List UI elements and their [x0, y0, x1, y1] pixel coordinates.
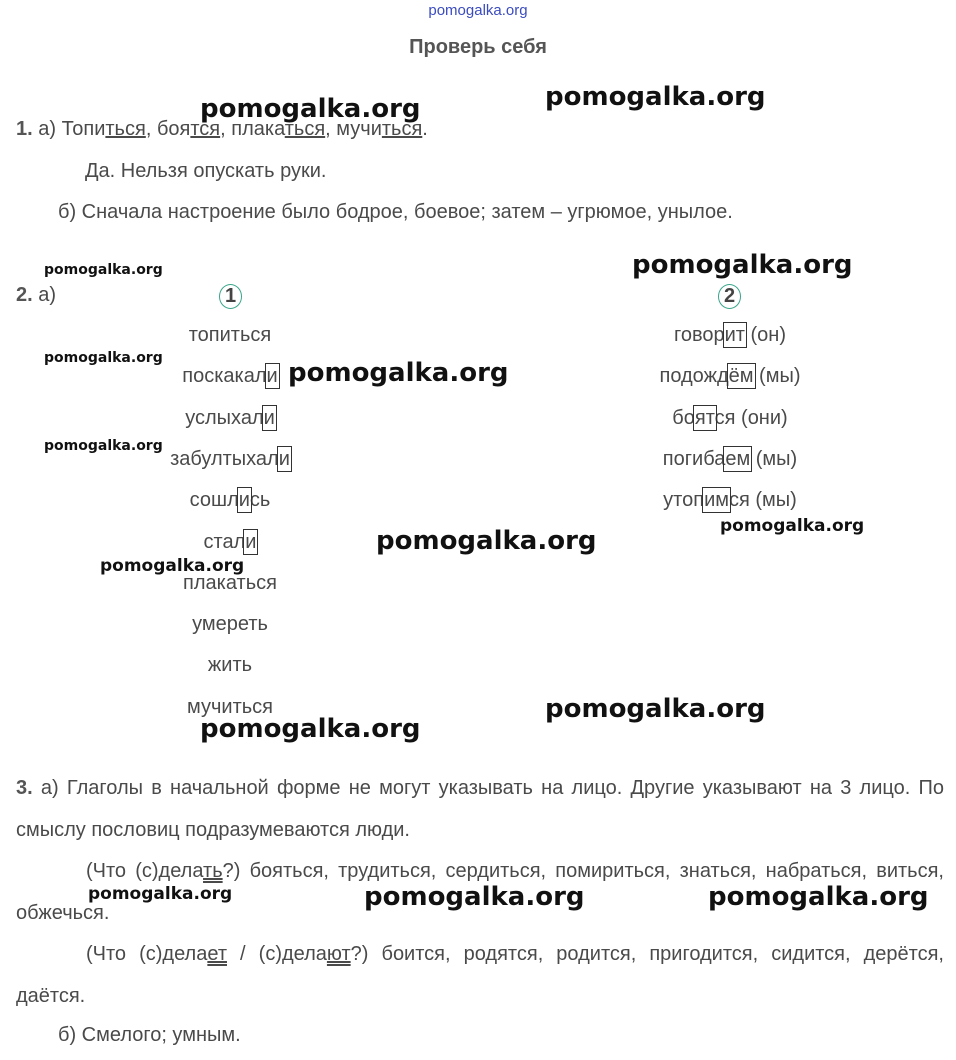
- task1-number: 1.: [16, 118, 33, 140]
- verb-ending-box: и: [245, 530, 257, 553]
- word-stem: плака: [231, 118, 285, 140]
- verb-ending-box: ём: [728, 365, 754, 388]
- verb-rest: сь: [249, 489, 271, 512]
- task1-a-label: а): [38, 118, 57, 140]
- verb-row: [620, 365, 840, 388]
- verb-rest: (мы): [750, 447, 798, 470]
- question-3rd-pre: (Что (с)дела: [86, 943, 208, 965]
- question-infinitive-pre: (Что (с)дела: [86, 860, 204, 882]
- verb-ending-box: и: [278, 447, 290, 470]
- watermark: pomogalka.org: [100, 556, 245, 576]
- verb-row: [130, 489, 330, 512]
- verb-row: [130, 531, 330, 554]
- watermark: pomogalka.org: [632, 250, 853, 280]
- verb-stem: бо: [672, 406, 695, 429]
- watermark: pomogalka.org: [88, 884, 233, 904]
- word-separator: ,: [145, 118, 157, 140]
- word-separator: ,: [220, 118, 232, 140]
- watermark: pomogalka.org: [44, 262, 163, 278]
- verb-stem: поскакал: [182, 365, 267, 388]
- task2-a-label: а): [38, 284, 57, 306]
- verb-stem: подожд: [659, 365, 729, 388]
- verb-row: [620, 448, 840, 471]
- verb-ending-box: им: [704, 489, 729, 512]
- verb-rest: ся (они): [714, 406, 788, 429]
- ending-yut: ют: [326, 943, 351, 965]
- column2-head: [718, 284, 741, 309]
- verb-stem: утоп: [663, 489, 705, 512]
- verb-row: [130, 613, 330, 636]
- third-person-words: ?) боится, родятся, родится, пригодится, сидится, дерётся, даётся.: [16, 943, 944, 1007]
- verb-stem: говор: [673, 324, 725, 346]
- verb-row: [130, 654, 330, 677]
- verb-stem: плакаться: [183, 571, 277, 594]
- infinitive-suffix: ть: [203, 860, 223, 882]
- column1-number-circle: 1: [219, 284, 242, 309]
- verb-row: [620, 324, 840, 347]
- watermark: pomogalka.org: [200, 714, 421, 744]
- watermark: pomogalka.org: [545, 82, 766, 112]
- verb-row: [130, 324, 330, 347]
- task3-paragraph-a: [16, 767, 944, 851]
- column2-number-circle: 2: [718, 284, 741, 309]
- verb-ending-box: и: [266, 365, 278, 388]
- task3-paragraph-third-person: [16, 933, 944, 1017]
- verb-stem: умереть: [192, 613, 268, 636]
- verb-stem: забултыхал: [170, 447, 279, 470]
- infinitive-words: ?) бояться, трудиться, сердиться, помириться, знаться, набраться, виться, обжечься.: [16, 860, 944, 924]
- task3-b: б) Смелого; умным.: [58, 1024, 241, 1046]
- watermark: pomogalka.org: [708, 882, 929, 912]
- verb-stem: топиться: [188, 324, 272, 346]
- watermark: pomogalka.org: [545, 694, 766, 724]
- verb-rest: (мы): [753, 365, 801, 388]
- verb-ending-box: ем: [725, 447, 751, 470]
- word-ending: ться: [284, 118, 326, 140]
- verb-stem: услыхал: [185, 406, 264, 429]
- verb-stem: погиба: [662, 447, 726, 470]
- verb-ending-box: и: [238, 489, 250, 512]
- watermark: pomogalka.org: [720, 516, 865, 536]
- verb-stem: мучиться: [187, 695, 273, 718]
- watermark: pomogalka.org: [376, 526, 597, 556]
- word-separator: ,: [325, 118, 337, 140]
- task3-a-text: а) Глаголы в начальной форме не могут указывать на лицо. Другие указывают на 3 лицо. По смыслу пословиц подразумеваются люди.: [16, 777, 945, 841]
- verb-stem: стал: [203, 530, 246, 553]
- watermark: pomogalka.org: [364, 882, 585, 912]
- question-3rd-mid: / (с)дела: [226, 943, 327, 965]
- task3-number: 3.: [16, 777, 33, 799]
- watermark: pomogalka.org: [288, 358, 509, 388]
- verb-stem: жить: [207, 654, 253, 677]
- task2-label: [16, 284, 56, 307]
- verb-ending-box: ит: [724, 324, 745, 346]
- word-ending: ться: [381, 118, 423, 140]
- word-stem: Топи: [61, 118, 106, 140]
- task1-answer: Да. Нельзя опускать руки.: [85, 160, 327, 182]
- task2-number: 2.: [16, 284, 33, 306]
- watermark: pomogalka.org: [44, 350, 163, 366]
- watermark: pomogalka.org: [44, 438, 163, 454]
- word-stem: мучи: [336, 118, 382, 140]
- verb-ending-box: и: [263, 406, 275, 429]
- verb-row: [130, 407, 330, 430]
- verb-stem: сошл: [189, 489, 239, 512]
- verb-rest: (он): [744, 324, 786, 346]
- task1-b: б) Сначала настроение было бодрое, боевое; затем – угрюмое, унылое.: [58, 201, 733, 223]
- word-ending: тся: [190, 118, 221, 140]
- verb-ending-box: ят: [694, 406, 715, 429]
- word-separator: .: [422, 118, 428, 140]
- verb-rest: ся (мы): [728, 489, 797, 512]
- verb-row: [620, 489, 840, 512]
- top-watermark: pomogalka.org: [428, 2, 528, 19]
- ending-et: ет: [207, 943, 227, 965]
- word-ending: ться: [105, 118, 146, 140]
- column1-head: [219, 284, 242, 309]
- watermark: pomogalka.org: [200, 94, 421, 124]
- word-stem: боя: [156, 118, 191, 140]
- verb-row: [620, 407, 840, 430]
- page-title: Проверь себя: [409, 36, 547, 58]
